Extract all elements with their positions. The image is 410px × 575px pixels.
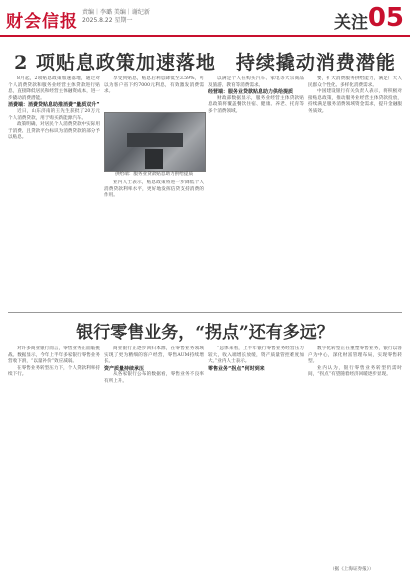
date-line: 2025.8.22 星期一: [82, 17, 133, 24]
subheading: 零售业务“拐点”何时到来: [208, 365, 265, 372]
header-rule: [0, 35, 410, 37]
paragraph: 要，扩大消费服务供给能力，满足广大人民群众个性化、多样化消费需求。: [308, 76, 402, 88]
article-divider: [8, 312, 402, 313]
paragraph: 在零售业务转型压力下，个人贷款利率持续下行。: [8, 365, 100, 378]
issue-meta: [82, 9, 150, 25]
article2-column-4: [308, 346, 402, 564]
page-number: 05: [367, 3, 404, 33]
section-title: 关注: [334, 13, 368, 33]
paragraph: 商业银行正逐步回归本源，在零售业务领域实现了更为精细的客户经营，零售AUM持续增长。: [104, 346, 204, 365]
subheading: 经营端：服务业贷款贴息助力供给提质: [208, 89, 294, 96]
paragraph: 以满足个人在购买汽车、家电等大宗商品及旅游、教育等消费需求。: [208, 76, 304, 88]
paragraph: 中国建设银行有关负责人表示，将积极对接贴息政策，推动服务业经营主体贷款投放，持续满足服务消费领域资金需求，提升金融服务质效。: [308, 89, 402, 114]
bank-sign: [127, 133, 183, 147]
paragraph: “总体来看，上半年银行零售业务经营压力较大，收入端增长放缓，资产质量管控难度加大。”业内人士表示。: [208, 346, 304, 365]
photo-caption: 供给端：服务业贷款贴息助力供给提质: [114, 172, 194, 177]
paragraph: 享受到贴息，贴息后利息降低至3.59%，可以为客户省下约7000元利息，有效激发消费需求。: [104, 76, 204, 95]
article1-column-2-top: [104, 76, 204, 110]
editor-line: 责编｜李璐 美编｜谢纪新: [82, 9, 150, 16]
article2-column-1: [8, 346, 100, 564]
bank-door: [145, 149, 163, 169]
masthead: [0, 0, 410, 38]
newspaper-logo: 财会信报: [6, 12, 78, 32]
article1-column-2-bottom: [104, 180, 204, 306]
source-byline: （据《上海证券报》）: [330, 567, 374, 572]
paragraph: 对许多商业银行而言，零售业务正面临挑战。数据显示，今年上半年多家银行零售业务营收下滑，“以量补价”效应减弱。: [8, 346, 100, 365]
article1-column-3: [208, 76, 304, 306]
article1-column-4: [308, 76, 402, 306]
article2-column-2: [104, 346, 204, 564]
article1-column-1: [8, 76, 100, 306]
paragraph: 数字化转型正在重塑零售业务，银行以客户为中心，深化财富管理布局，实现零售转型。: [308, 346, 402, 365]
paragraph: 从各家银行公布的数据看，零售业务不良率有所上升。: [104, 372, 204, 384]
article1-headline: 2 项贴息政策加速落地 持续撬动消费潜能: [14, 52, 396, 74]
bank-branch-photo: [104, 112, 206, 172]
paragraph: 近日，山东济南的王先生获批了20万元个人消费贷款，用于购买新能源汽车。: [8, 108, 100, 121]
subheading: 资产质量持续承压: [104, 365, 145, 372]
subheading: 消费端：消费贷贴息助推消费“量质双升”: [8, 102, 100, 109]
article2-headline: 银行零售业务，“拐点”还有多远？: [76, 323, 334, 343]
paragraph: 业内人士表示，贴息政策将进一步降低个人消费贷款利率水平，更好地发挥信贷支持消费的作用。: [104, 180, 204, 199]
paragraph: 8月起，2项贴息政策加速落地，通过对个人消费贷款和服务业经营主体贷款进行贴息，直接降低居民和经营主体融资成本，进一步撬动消费潜能。: [8, 76, 100, 101]
paragraph: 业内认为，银行零售业务转型仍需时间，“拐点”有望随着经济回暖逐步显现。: [308, 365, 402, 378]
paragraph: 财政部数据显示，服务业经营主体贷款贴息政策将覆盖餐饮住宿、健康、养老、托育等多个消费领域。: [208, 95, 304, 114]
paragraph: 政策明确，对居民个人消费贷款中实际用于消费、且贷款平台标识为消费贷款的部分予以贴息。: [8, 122, 100, 141]
article2-column-3: [208, 346, 304, 564]
